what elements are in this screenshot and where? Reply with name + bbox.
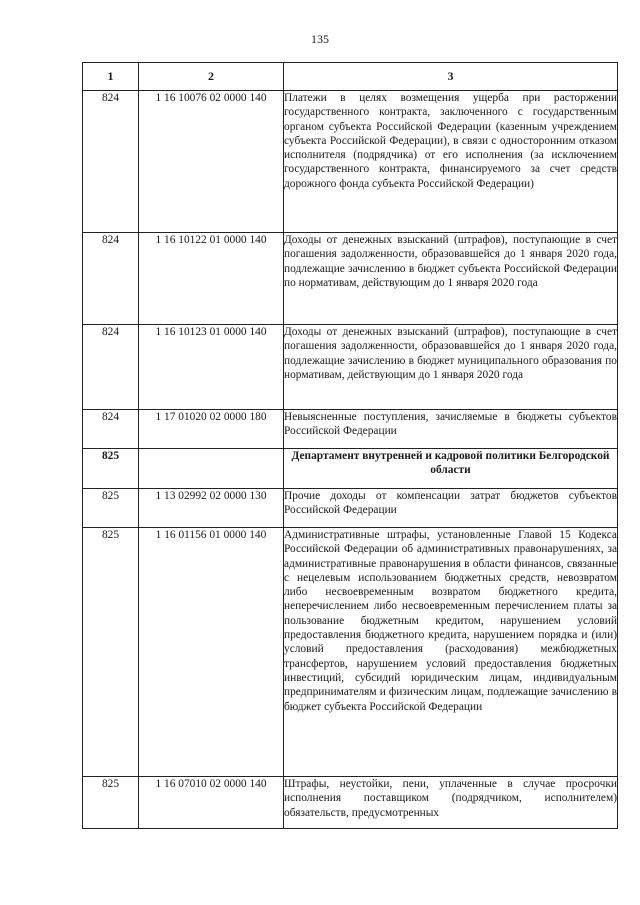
revenue-code-cell: 1 13 02992 02 0000 130 xyxy=(139,489,284,528)
revenue-description-cell: Штрафы, неустойки, пени, уплаченные в случае просрочки исполнения поставщиком (подрядчиком, исполнителем) обязательств, предусмотренных xyxy=(284,777,618,829)
revenue-description-cell: Невыясненные поступления, зачисляемые в бюджеты субъектов Российской Федерации xyxy=(284,410,618,449)
revenue-code-cell: 1 16 10122 01 0000 140 xyxy=(139,233,284,325)
revenue-code-cell: 1 16 07010 02 0000 140 xyxy=(139,777,284,829)
admin-code-cell: 824 xyxy=(83,325,139,410)
table-row xyxy=(83,777,618,829)
revenue-description-cell: Прочие доходы от компенсации затрат бюджетов субъектов Российской Федерации xyxy=(284,489,618,528)
section-heading-row xyxy=(83,449,618,489)
revenue-description-cell: Доходы от денежных взысканий (штрафов), поступающие в счет погашения задолженности, образовавшейся до 1 января 2020 года, подлежащие зачислению в бюджет субъекта Российской Федерации по нормативам, действующим до 1 января 2020 года xyxy=(284,233,618,325)
column-header-1: 1 xyxy=(83,63,139,91)
table-row xyxy=(83,410,618,449)
revenue-description-cell: Доходы от денежных взысканий (штрафов), поступающие в счет погашения задолженности, образовавшейся до 1 января 2020 года, подлежащие зачислению в бюджет муниципального образования по нормативам, действующим до 1 января 2020 года xyxy=(284,325,618,410)
table-header-row xyxy=(83,63,618,91)
page-number: 135 xyxy=(311,32,329,46)
revenue-code-cell: 1 16 10123 01 0000 140 xyxy=(139,325,284,410)
revenue-code-cell: 1 16 01156 01 0000 140 xyxy=(139,528,284,777)
admin-code-cell: 825 xyxy=(83,528,139,777)
revenue-description-cell: Платежи в целях возмещения ущерба при расторжении государственного контракта, заключенного с государственным органом субъекта Российской Федерации (казенным учреждением субъекта Российской Федерации), в связи с односторонним отказом исполнителя (подрядчика) от его исполнения (за исключением государственного контракта, финансируемого за счет средств дорожного фонда субъекта Российской Федерации) xyxy=(284,91,618,233)
table-row xyxy=(83,528,618,777)
revenue-code-cell: 1 17 01020 02 0000 180 xyxy=(139,410,284,449)
table-row xyxy=(83,233,618,325)
admin-code-cell: 824 xyxy=(83,233,139,325)
admin-code-cell: 824 xyxy=(83,410,139,449)
admin-code-cell: 825 xyxy=(83,777,139,829)
admin-code-cell: 825 xyxy=(83,489,139,528)
revenue-code-cell xyxy=(139,449,284,489)
admin-code-cell: 825 xyxy=(83,449,139,489)
column-header-2: 2 xyxy=(139,63,284,91)
column-header-3: 3 xyxy=(284,63,618,91)
revenue-description-cell: Административные штрафы, установленные Главой 15 Кодекса Российской Федерации об административных правонарушениях, за административные правонарушения в области финансов, связанные с нецелевым использованием бюджетных средств, невозвратом либо несвоевременным возвратом бюджетного кредита, неперечислением либо несвоевременным перечислением платы за пользование бюджетным кредитом, нарушением условий предоставления бюджетного кредита, нарушением порядка и (или) условий предоставления (расходования) межбюджетных трансфертов, нарушением условий предоставления бюджетных инвестиций, субсидий юридическим лицам, индивидуальным предпринимателям и физическим лицам, подлежащие зачислению в бюджет субъекта Российской Федерации xyxy=(284,528,618,777)
budget-revenue-table xyxy=(82,62,618,829)
table-row xyxy=(83,489,618,528)
department-name-cell: Департамент внутренней и кадровой политики Белгородской области xyxy=(284,449,618,489)
table-row xyxy=(83,91,618,233)
table-row xyxy=(83,325,618,410)
admin-code-cell: 824 xyxy=(83,91,139,233)
revenue-code-cell: 1 16 10076 02 0000 140 xyxy=(139,91,284,233)
